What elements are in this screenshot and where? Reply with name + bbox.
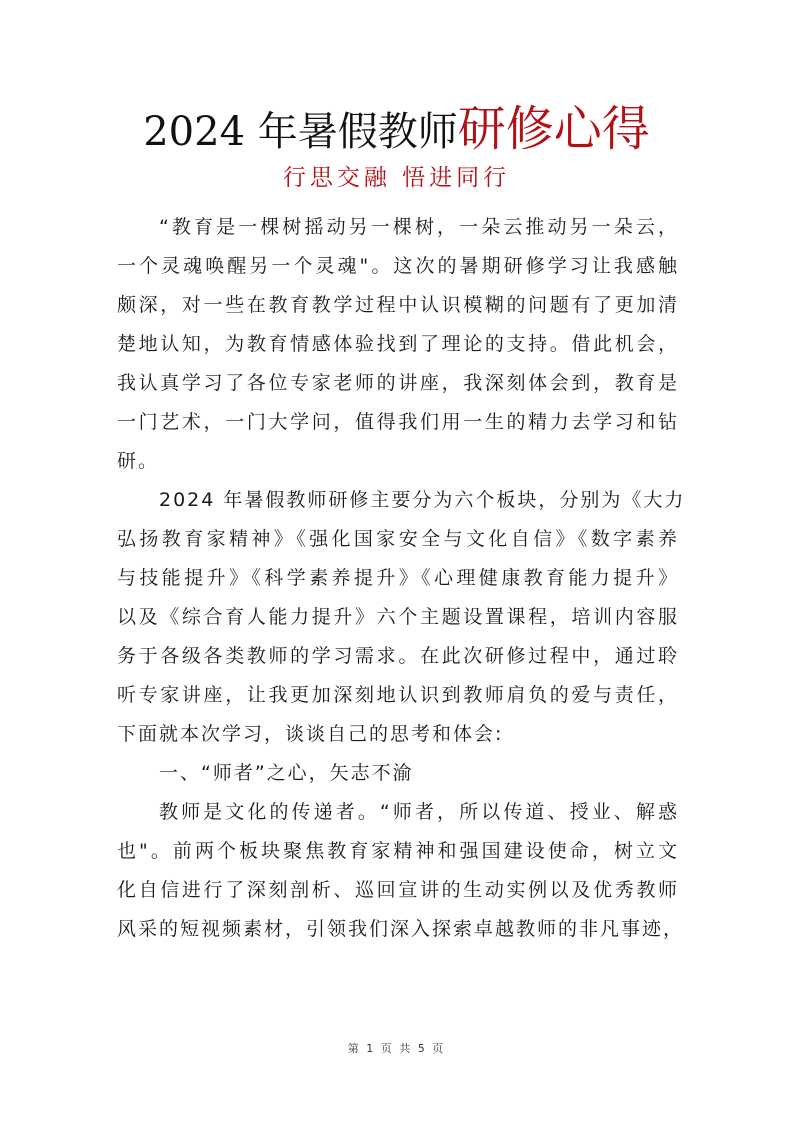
body-line: 楚地认知，为教育情感体验找到了理论的支持。借此机会， — [117, 333, 679, 355]
document-subtitle: 行思交融 悟进同行 — [282, 165, 511, 191]
body-line: 与技能提升》《科学素养提升》《心理健康教育能力提升》 — [117, 567, 679, 589]
body-line: 下面就本次学习，谈谈自己的思考和体会: — [117, 723, 504, 745]
document-body — [117, 212, 686, 953]
title-black-part: 2024 年暑假教师 — [143, 109, 458, 155]
document-title — [0, 103, 793, 158]
body-line: 弘扬教育家精神》《强化国家安全与文化自信》《数字素养 — [117, 528, 679, 550]
body-line: 研。 — [117, 450, 160, 472]
body-line: 风采的短视频素材，引领我们深入探索卓越教师的非凡事迹， — [117, 918, 685, 940]
body-line: 化自信进行了深刻剖析、巡回宣讲的生动实例以及优秀教师 — [117, 879, 679, 901]
body-line: 也"。前两个板块聚焦教育家精神和强国建设使命，树立文 — [117, 840, 679, 862]
body-line: 以及《综合育人能力提升》六个主题设置课程，培训内容服 — [117, 606, 679, 628]
body-line: 务于各级各类教师的学习需求。在此次研修过程中，通过聆 — [117, 645, 679, 667]
body-line: 2024 年暑假教师研修主要分为六个板块，分别为《大力 — [159, 489, 686, 511]
body-line: 教师是文化的传递者。“师者，所以传道、授业、解惑 — [159, 801, 679, 823]
body-line: 一个灵魂唤醒另一个灵魂"。这次的暑期研修学习让我感触 — [117, 255, 679, 277]
body-line: 颇深，对一些在教育教学过程中认识模糊的问题有了更加清 — [117, 294, 679, 316]
section-heading: 一、“师者”之心，矢志不渝 — [159, 762, 414, 784]
title-red-part: 研修心得 — [457, 101, 650, 157]
body-line: 听专家讲座，让我更加深刻地认识到教师肩负的爱与责任， — [117, 684, 679, 706]
body-line: “教育是一棵树摇动另一棵树，一朵云推动另一朵云， — [159, 216, 679, 238]
body-line: 一门艺术，一门大学问，值得我们用一生的精力去学习和钻 — [117, 411, 679, 433]
body-line: 我认真学习了各位专家老师的讲座，我深刻体会到，教育是 — [117, 372, 679, 394]
page-number: 第 1 页 共 5 页 — [347, 1042, 446, 1055]
